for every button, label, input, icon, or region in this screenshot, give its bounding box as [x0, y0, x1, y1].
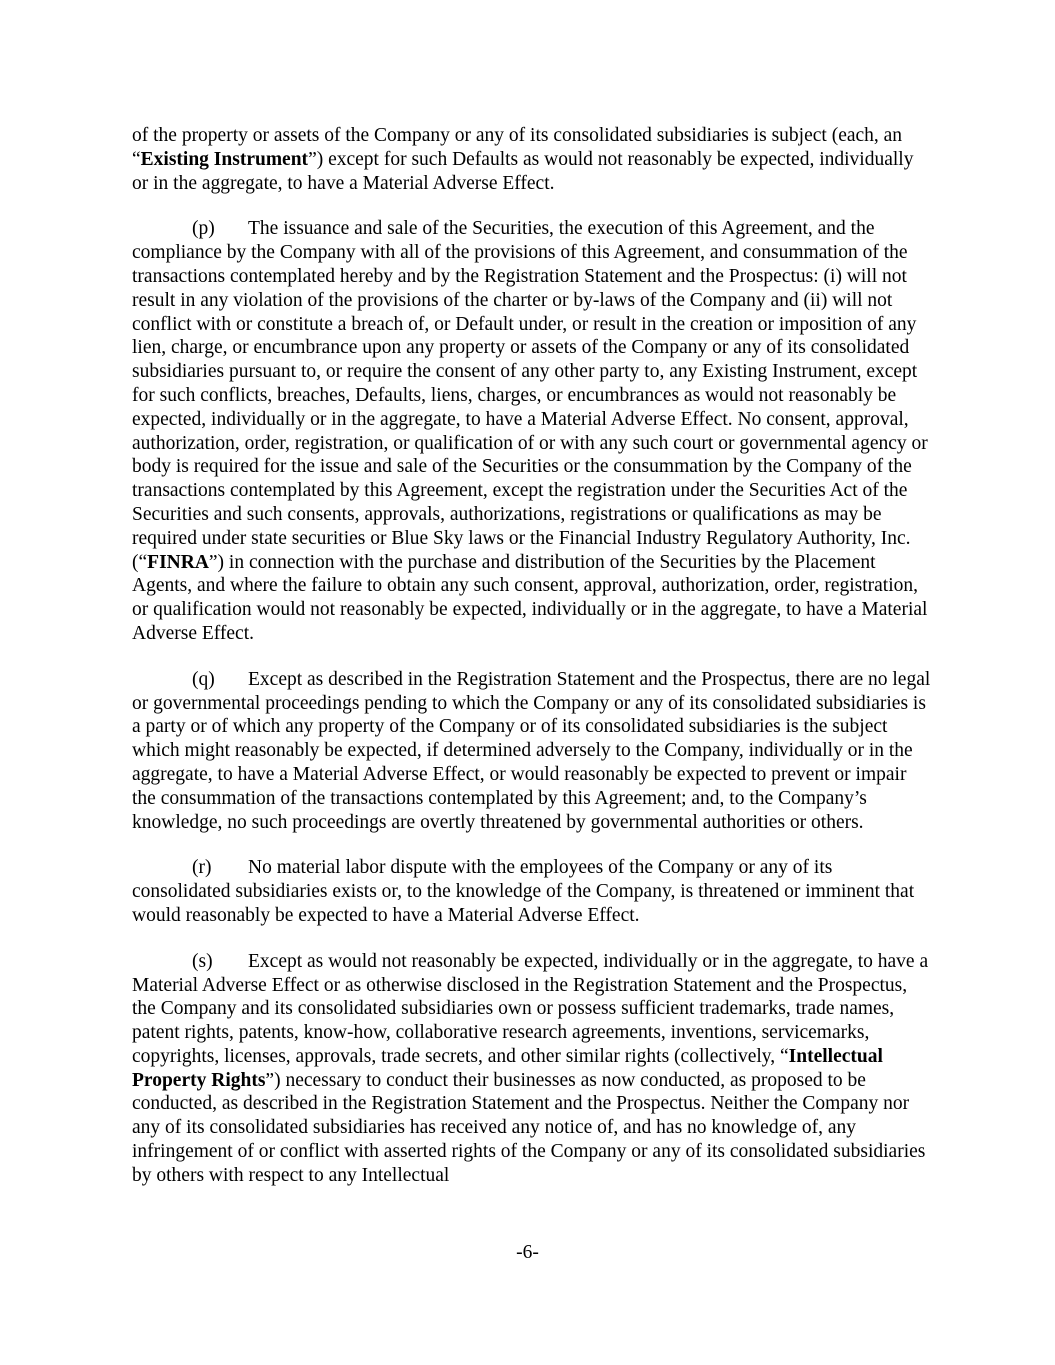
para-s-text-2: ”) necessary to conduct their businesses as now conducted, as proposed to be conducted, as described in the Registration Statement and the Prospectus. Neither the Company nor any of its consolidated subsidiaries has received any notice of, and has no knowledge of, any infringement of or conflict with asserted rights of the Company or any of its consolidated subsidiaries by others with respect to any Intellectual	[132, 1069, 926, 1186]
defined-term-finra: FINRA	[147, 551, 209, 573]
document-page	[132, 124, 932, 1210]
paragraph-label-r: (r)	[192, 857, 212, 879]
defined-term-intellectual-property-rights: Intellectual Property Rights	[132, 1045, 883, 1091]
paragraph-s	[132, 950, 932, 1188]
paragraph-continuation	[132, 124, 932, 195]
paragraph-q	[132, 668, 932, 835]
paragraph-r	[132, 856, 932, 927]
para-p-text-1: The issuance and sale of the Securities, the execution of this Agreement, and the compliance by the Company with all of the provisions of this Agreement, and consummation of the transactions contemplated hereby and by the Registration Statement and the Prospectus: (i) will not result in any violation of the provisions of the charter or by-laws of the Company and (ii) will not conflict with or constitute a breach of, or Default under, or result in the creation or imposition of any lien, charge, or encumbrance upon any property or assets of the Company or any of its consolidated subsidiaries pursuant to, or require the consent of any other party to, any Existing Instrument, except for such conflicts, breaches, Defaults, liens, charges, or encumbrances as would not reasonably be expected, individually or in the aggregate, to have a Material Adverse Effect. No consent, approval, authorization, order, registration, or qualification of or with any such court or governmental agency or body is required for the issue and sale of the Securities or the consummation by the Company of the transactions contemplated by this Agreement, except the registration under the Securities Act of the Securities and such consents, approvals, authorizations, registrations or qualifications as may be required under state securities or Blue Sky laws or the Financial Industry Regulatory Authority, Inc. (“	[132, 218, 928, 573]
paragraph-label-q: (q)	[192, 668, 215, 690]
paragraph-label-s: (s)	[192, 950, 213, 972]
para-cont-text-2: ”) except for such Defaults as would not reasonably be expected, individually or in the aggregate, to have a Material Adverse Effect.	[132, 148, 914, 194]
para-p-text-2: ”) in connection with the purchase and distribution of the Securities by the Placement Agents, and where the failure to obtain any such consent, approval, authorization, order, registration, or qualification would not reasonably be expected, individually or in the aggregate, to have a Material Adverse Effect.	[132, 551, 928, 644]
paragraph-label-p: (p)	[192, 218, 215, 240]
para-q-text: Except as described in the Registration Statement and the Prospectus, there are no legal or governmental proceedings pending to which the Company or any of its consolidated subsidiaries is a party or of which any property of the Company or of its consolidated subsidiaries is the subject which might reasonably be expected, if determined adversely to the Company, individually or in the aggregate, to have a Material Adverse Effect, or would reasonably be expected to prevent or impair the consummation of the transactions contemplated by this Agreement; and, to the Company’s knowledge, no such proceedings are overtly threatened by governmental authorities or others.	[132, 668, 931, 833]
defined-term-existing-instrument: Existing Instrument	[140, 148, 309, 170]
para-s-text-1: Except as would not reasonably be expected, individually or in the aggregate, to have a Material Adverse Effect or as otherwise disclosed in the Registration Statement and the Prospectus, the Company and its consolidated subsidiaries own or possess sufficient trademarks, trade names, patent rights, patents, know-how, collaborative research agreements, inventions, servicemarks, copyrights, licenses, approvals, trade secrets, and other similar rights (collectively, “	[132, 950, 929, 1067]
para-r-text: No material labor dispute with the employees of the Company or any of its consolidated subsidiaries exists or, to the knowledge of the Company, is threatened or imminent that would reasonably be expected to have a Material Adverse Effect.	[132, 857, 915, 926]
page-number: -6-	[516, 1242, 539, 1263]
para-cont-text-1: of the property or assets of the Company or any of its consolidated subsidiaries is subject (each, an “	[132, 125, 903, 170]
paragraph-p	[132, 217, 932, 645]
